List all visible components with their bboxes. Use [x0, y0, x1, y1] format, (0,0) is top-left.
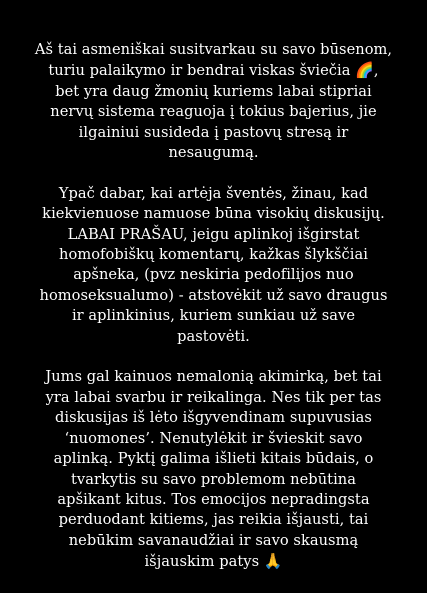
text-line: diskusijas iš lėto išgyvendinam supuvusias	[55, 409, 372, 427]
text-line: ilgainiui susideda į pastovų stresą ir	[78, 123, 349, 141]
text-line: ir aplinkinius, kuriem sunkiau už save	[71, 307, 356, 325]
text-line: perduodant kitiems, jas reikia išjausti, tai	[58, 511, 369, 529]
text-line: turiu palaikymo ir bendrai viskas šviečia	[48, 62, 351, 80]
text-line: nebūkim savanaudžiai ir savo skausmą	[68, 531, 359, 549]
text-line: nervų sistema reaguoja į tokius bajerius, jie	[50, 103, 377, 121]
text-line-with-emoji	[28, 551, 399, 572]
paragraph-3	[28, 367, 399, 572]
text-line: išjauskim patys	[144, 553, 260, 571]
comma: ,	[373, 62, 379, 80]
text-line-with-emoji	[28, 60, 399, 81]
text-line: tvarkytis su savo problemom nebūtina	[71, 470, 356, 488]
text-line: nesaugumą.	[168, 144, 259, 162]
paragraph-1	[28, 40, 399, 163]
text-line: bet yra daug žmonių kuriems labai stipriai	[55, 82, 372, 100]
story-text	[28, 40, 399, 593]
text-line: homofobiškų komentarų, kažkas šlykščiai	[59, 246, 368, 264]
text-line: pastovėti.	[177, 327, 250, 345]
text-line: yra labai svarbu ir reikalinga. Nes tik per tas	[45, 388, 382, 406]
text-line: LABAI PRAŠAU, jeigu aplinkoj išgirstat	[67, 225, 360, 243]
text-line: kiekvienuose namuose būna visokių diskusijų.	[42, 205, 385, 223]
folded-hands-icon: 🙏	[263, 552, 283, 571]
text-line: Aš tai asmeniškai susitvarkau su savo būsenom,	[34, 41, 393, 58]
rainbow-icon: 🌈	[355, 61, 374, 80]
text-line: apšikant kitus. Tos emocijos nepradingsta	[57, 490, 370, 508]
text-line: apšneka, (pvz neskiria pedofilijos nuo	[73, 266, 354, 284]
text-line: ‘nuomones’. Nenutylėkit ir švieskit savo	[64, 429, 363, 447]
paragraph-2	[28, 184, 399, 347]
text-line: homoseksualumo) - atstovėkit už savo draugus	[39, 286, 388, 304]
text-line: Jums gal kainuos nemalonią akimirką, bet tai	[45, 368, 382, 386]
text-line: Ypač dabar, kai artėja šventės, žinau, kad	[58, 184, 369, 202]
text-line: aplinką. Pyktį galima išlieti kitais būdais, o	[53, 450, 374, 468]
